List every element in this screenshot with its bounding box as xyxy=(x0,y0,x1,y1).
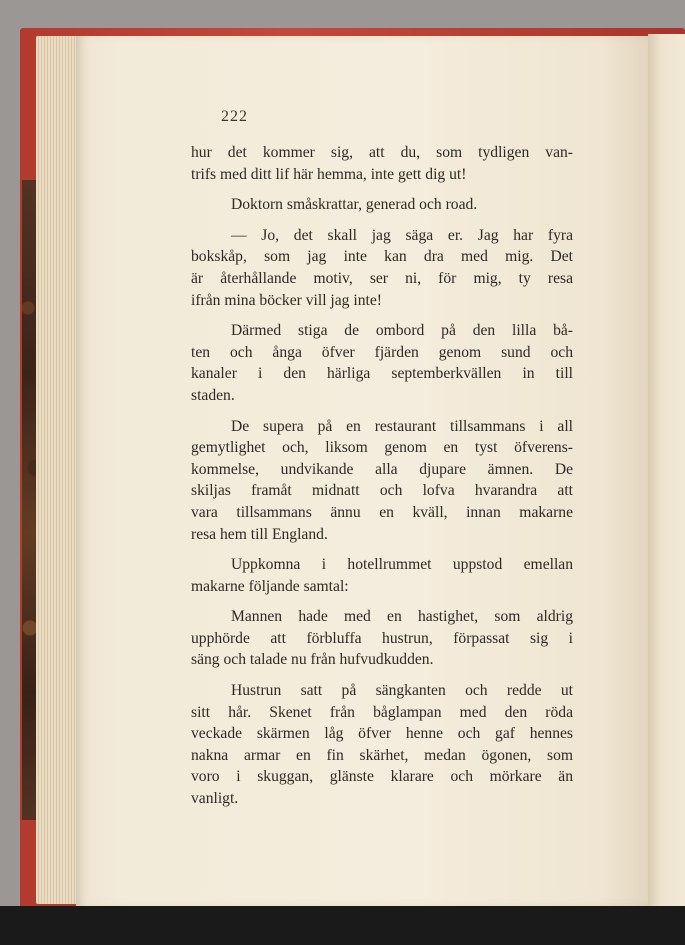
text-line: De supera på en restaurant tillsammans i all xyxy=(231,417,573,435)
text-line: hur det kommer sig, att du, som tydligen van- xyxy=(191,144,573,161)
text-line: — Jo, det skall jag säga er. Jag har fyra xyxy=(231,226,573,244)
text-line: upphörde att förbluffa hustrun, förpassat sig i xyxy=(191,629,573,647)
text-line: Uppkomna i hotellrummet uppstod emellan xyxy=(231,556,573,574)
text-line: säng och talade nu från hufvudkudden. xyxy=(191,651,434,669)
text-line: staden. xyxy=(191,386,235,404)
text-line: voro i skuggan, glänste klarare och mörkare än xyxy=(191,768,573,786)
paragraph xyxy=(191,606,573,671)
text-line: nakna armar en fin skärhet, medan ögonen, som xyxy=(191,746,573,764)
text-line: skiljas framåt midnatt och lofva hvarandra att xyxy=(191,482,573,500)
text-line: ten och ånga öfver fjärden genom sund och xyxy=(191,343,573,361)
page-number: 222 xyxy=(221,108,248,125)
text-line: är återhållande motiv, ser ni, för mig, ty resa xyxy=(191,269,573,287)
paragraph xyxy=(191,416,573,546)
text-line: sitt hår. Skenet från båglampan med den röda xyxy=(191,703,573,721)
text-line: kanaler i den härliga septemberkvällen in till xyxy=(191,365,573,383)
text-line: makarne följande samtal: xyxy=(191,577,349,595)
text-line: kommelse, undvikande alla djupare ämnen. De xyxy=(191,460,573,478)
text-line: Mannen hade med en hastighet, som aldrig xyxy=(231,608,573,626)
text-line: Därmed stiga de ombord på den lilla bå- xyxy=(231,322,573,340)
background-band xyxy=(0,906,685,945)
text-line: trifs med ditt lif här hemma, inte gett dig ut! xyxy=(191,165,467,183)
paragraph xyxy=(191,554,573,597)
text-line: Hustrun satt på sängkanten och redde ut xyxy=(231,682,573,700)
paragraph xyxy=(191,225,573,311)
page-text xyxy=(191,142,573,819)
paragraph xyxy=(191,194,573,216)
text-line: vanligt. xyxy=(191,790,239,808)
text-line: ifrån mina böcker vill jag inte! xyxy=(191,291,382,309)
paragraph xyxy=(191,142,573,185)
text-line: Doktorn småskrattar, generad och road. xyxy=(231,196,478,214)
paragraph xyxy=(191,320,573,406)
facing-page-edge xyxy=(648,34,685,906)
text-line: resa hem till England. xyxy=(191,525,328,543)
text-line: bokskåp, som jag inte kan dra med mig. Det xyxy=(191,248,573,266)
text-line: gemytlighet och, liksom genom en tyst öfverens- xyxy=(191,439,573,457)
text-line: veckade skärmen låg öfver henne och gaf hennes xyxy=(191,725,573,743)
paragraph xyxy=(191,680,573,810)
text-line: vara tillsammans ännu en kväll, innan makarne xyxy=(191,503,573,521)
